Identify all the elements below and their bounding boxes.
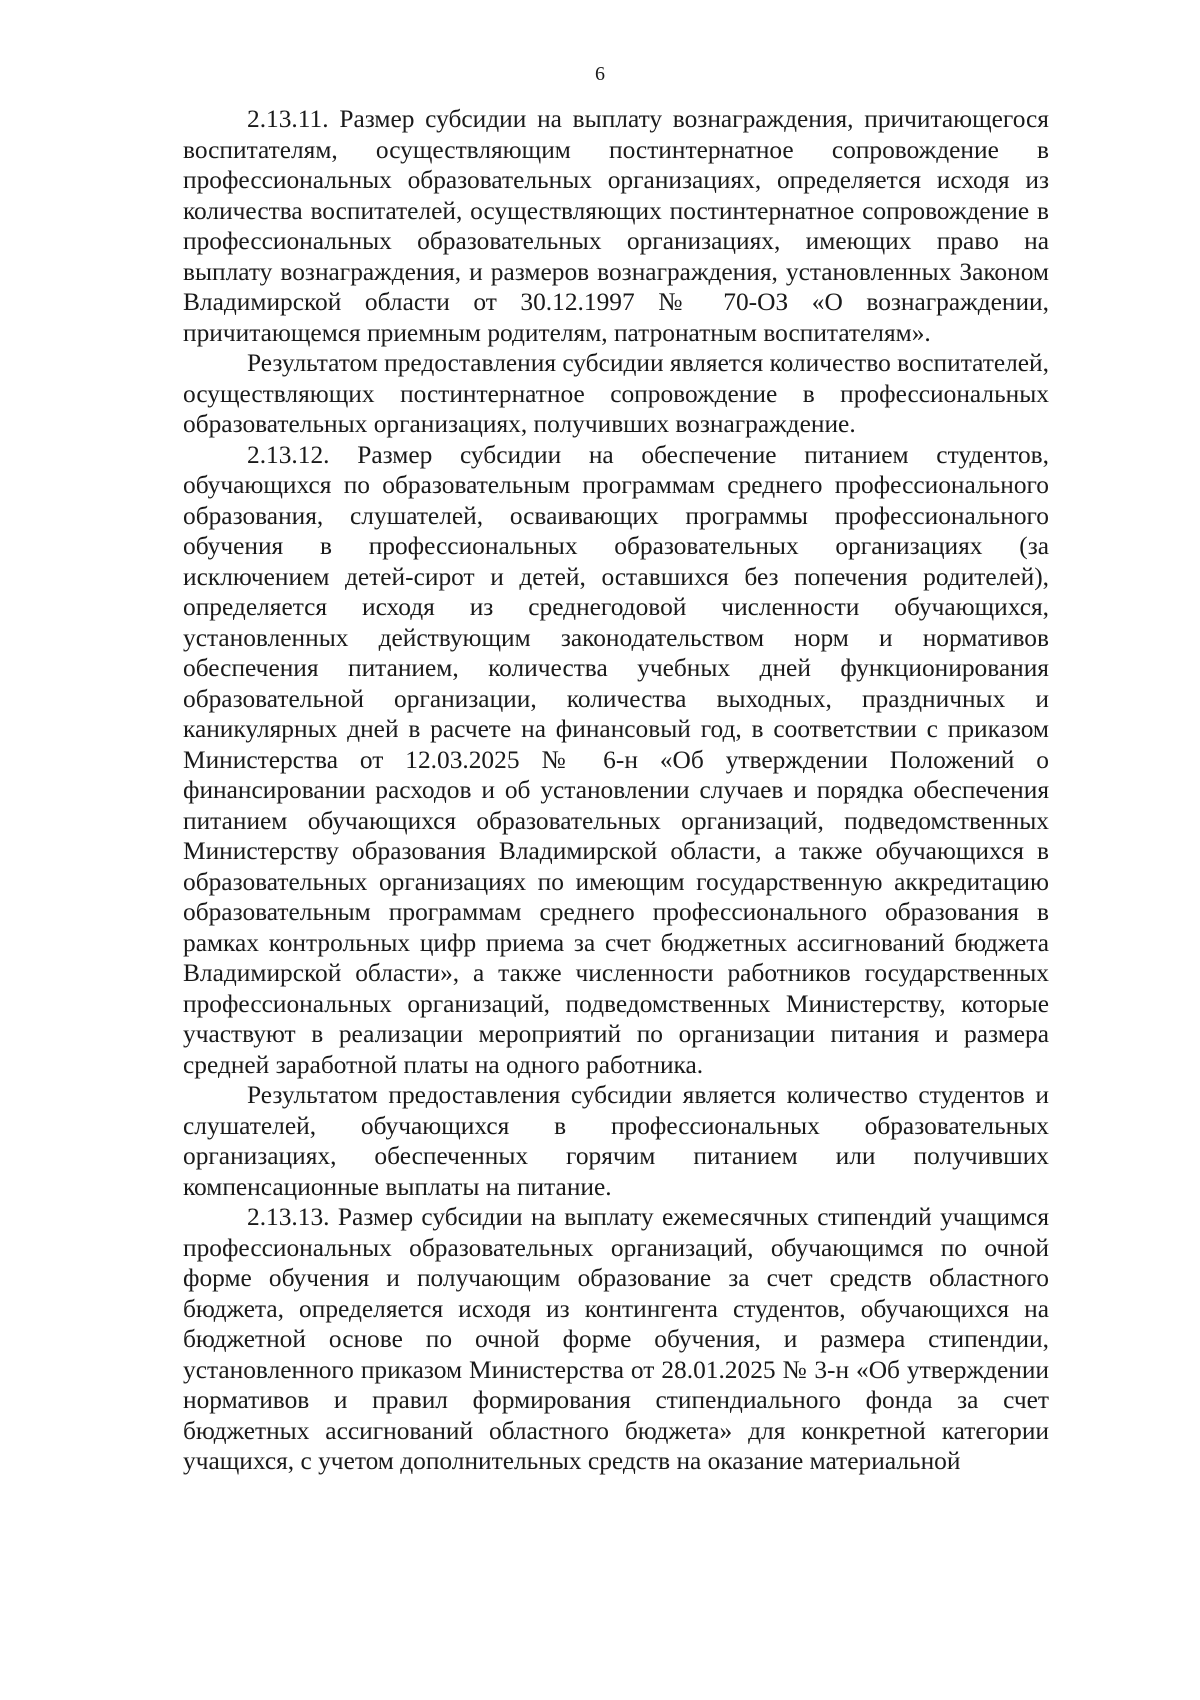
paragraph-result-educators: Результатом предоставления субсидии является количество воспитателей, осуществляющих постинтернатное сопровождение в профессиональных образовательных организациях, получивших вознаграждение. xyxy=(183,349,1049,438)
page-number: 6 xyxy=(595,63,605,85)
paragraph-result-students: Результатом предоставления субсидии является количество студентов и слушателей, обучающихся в профессиональных образовательных организациях, обеспеченных горячим питанием или получивших компенсационные выплаты на питание. xyxy=(183,1081,1049,1201)
paragraph-2-13-11: 2.13.11. Размер субсидии на выплату вознаграждения, причитающегося воспитателям, осуществляющим постинтернатное сопровождение в профессиональных образовательных организациях, определяется исходя из количества воспитателей, осуществляющих постинтернатное сопровождение в профессиональных образовательных организациях, имеющих право на выплату вознаграждения, и размеров вознаграждения, установленных Законом Владимирской области от 30.12.1997 № 70-ОЗ «О вознаграждении, причитающемся приемным родителям, патронатным воспитателям». xyxy=(183,105,1049,347)
paragraph-2-13-12: 2.13.12. Размер субсидии на обеспечение питанием студентов, обучающихся по образовательным программам среднего профессионального образования, слушателей, осваивающих программы профессионального обучения в профессиональных образовательных организациях (за исключением детей-сирот и детей, оставшихся без попечения родителей), определяется исходя из среднегодовой численности обучающихся, установленных действующим законодательством норм и нормативов обеспечения питанием, количества учебных дней функционирования образовательной организации, количества выходных, праздничных и каникулярных дней в расчете на финансовый год, в соответствии с приказом Министерства от 12.03.2025 № 6-н «Об утверждении Положений о финансировании расходов и об установлении случаев и порядка обеспечения питанием обучающихся образовательных организаций, подведомственных Министерству образования Владимирской области, а также обучающихся в образовательных организациях по имеющим государственную аккредитацию образовательным программам среднего профессионального образования в рамках контрольных цифр приема за счет бюджетных ассигнований бюджета Владимирской области», а также численности работников государственных профессиональных организаций, подведомственных Министерству, которые участвуют в реализации мероприятий по организации питания и размера средней заработной платы на одного работника. xyxy=(183,440,1049,1079)
document-body xyxy=(183,104,1049,1477)
paragraph-2-13-13: 2.13.13. Размер субсидии на выплату ежемесячных стипендий учащимся профессиональных образовательных организаций, обучающимся по очной форме обучения и получающим образование за счет средств областного бюджета, определяется исходя из контингента студентов, обучающихся на бюджетной основе по очной форме обучения, и размера стипендии, установленного приказом Министерства от 28.01.2025 № 3-н «Об утверждении нормативов и правил формирования стипендиального фонда за счет бюджетных ассигнований областного бюджета» для конкретной категории учащихся, с учетом дополнительных средств на оказание материальной xyxy=(183,1203,1049,1475)
